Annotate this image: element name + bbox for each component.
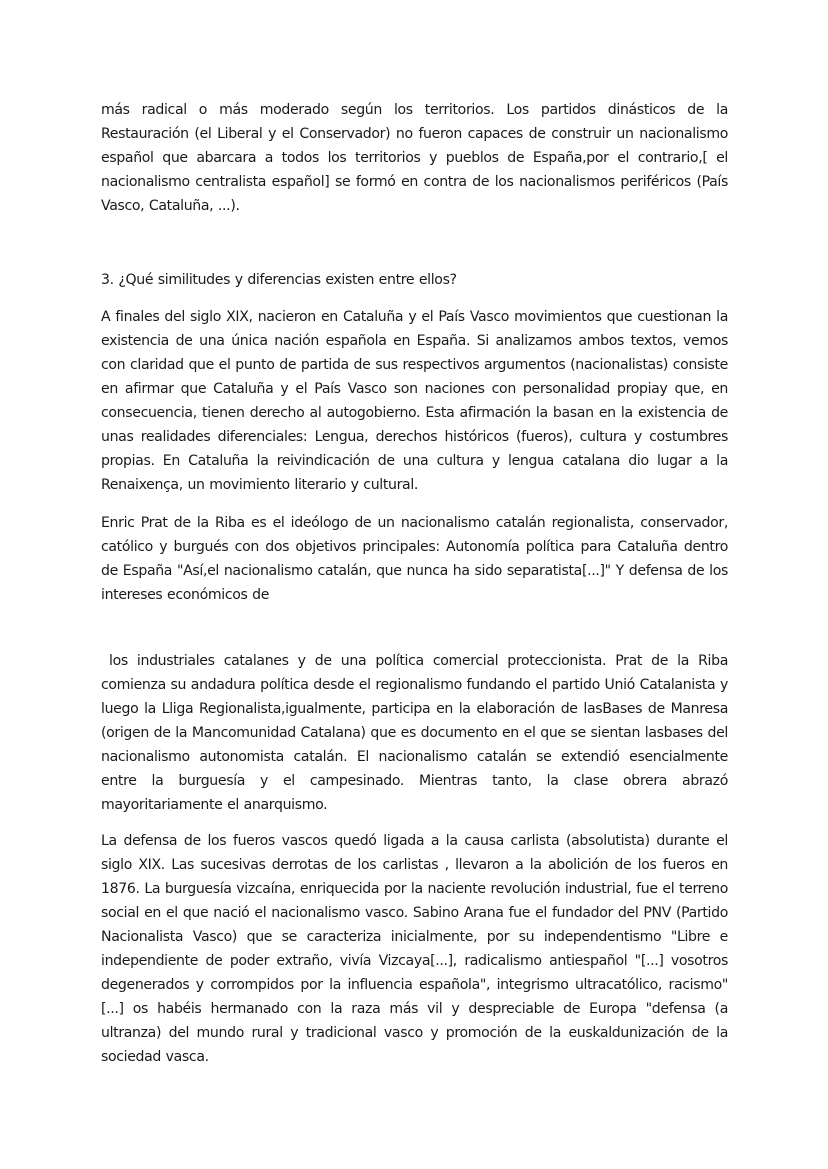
paragraph-intro-continuation: más radical o más moderado según los territorios. Los partidos dinásticos de la Restauración (el Liberal y el Conservador) no fueron capaces de construir un nacionalismo español que abarcara a todos los territorios y pueblos de España,por el contrario,[ el nacionalismo centralista español] se formó en contra de los nacionalismos periféricos (País Vasco, Cataluña, ...). <box>101 102 728 214</box>
question-heading: 3. ¿Qué similitudes y diferencias existen entre ellos? <box>101 272 457 288</box>
paragraph-basque-nationalism: La defensa de los fueros vascos quedó ligada a la causa carlista (absolutista) durante el siglo XIX. Las sucesivas derrotas de los carlistas , llevaron a la abolición de los fueros en 1876. La burguesía vizcaína, enriquecida por la naciente revolución industrial, fue el terreno social en el que nació el nacionalismo vasco. Sabino Arana fue el fundador del PNV (Partido Nacionalista Vasco) que se caracteriza inicialmente, por su independentismo "Libre e independiente de poder extraño, vivía Vizcaya[...], radicalismo antiespañol "[...] vosotros degenerados y corrompidos por la influencia española", integrismo ultracatólico, racismo"[...] os habéis hermanado con la raza más vil y despreciable de Europa "defensa (a ultranza) del mundo rural y tradicional vasco y promoción de la euskaldunización de la sociedad vasca. <box>101 833 728 1065</box>
paragraph-prat-de-la-riba: Enric Prat de la Riba es el ideólogo de un nacionalismo catalán regionalista, conservador, católico y burgués con dos objetivos principales: Autonomía política para Cataluña dentro de España "Así,el nacionalismo catalán, que nunca ha sido separatista[...]" Y defensa de los intereses económicos de <box>101 515 728 603</box>
paragraph-origins: A finales del siglo XIX, nacieron en Cataluña y el País Vasco movimientos que cuestionan la existencia de una única nación española en España. Si analizamos ambos textos, vemos con claridad que el punto de partida de sus respectivos argumentos (nacionalistas) consiste en afirmar que Cataluña y el País Vasco son naciones con personalidad propiay que, en consecuencia, tienen derecho al autogobierno. Esta afirmación la basan en la existencia de unas realidades diferenciales: Lengua, derechos históricos (fueros), cultura y costumbres propias. En Cataluña la reivindicación de una cultura y lengua catalana dio lugar a la Renaixença, un movimiento literario y cultural. <box>101 309 728 493</box>
paragraph-catalan-nationalism: los industriales catalanes y de una política comercial proteccionista. Prat de la Riba comienza su andadura política desde el regionalismo fundando el partido Unió Catalanista y luego la Lliga Regionalista,igualmente, participa en la elaboración de lasBases de Manresa (origen de la Mancomunidad Catalana) que es documento en el que se sientan lasbases del nacionalismo autonomista catalán. El nacionalismo catalán se extendió esencialmente entre la burguesía y el campesinado. Mientras tanto, la clase obrera abrazó mayoritariamente el anarquismo. <box>101 653 728 813</box>
